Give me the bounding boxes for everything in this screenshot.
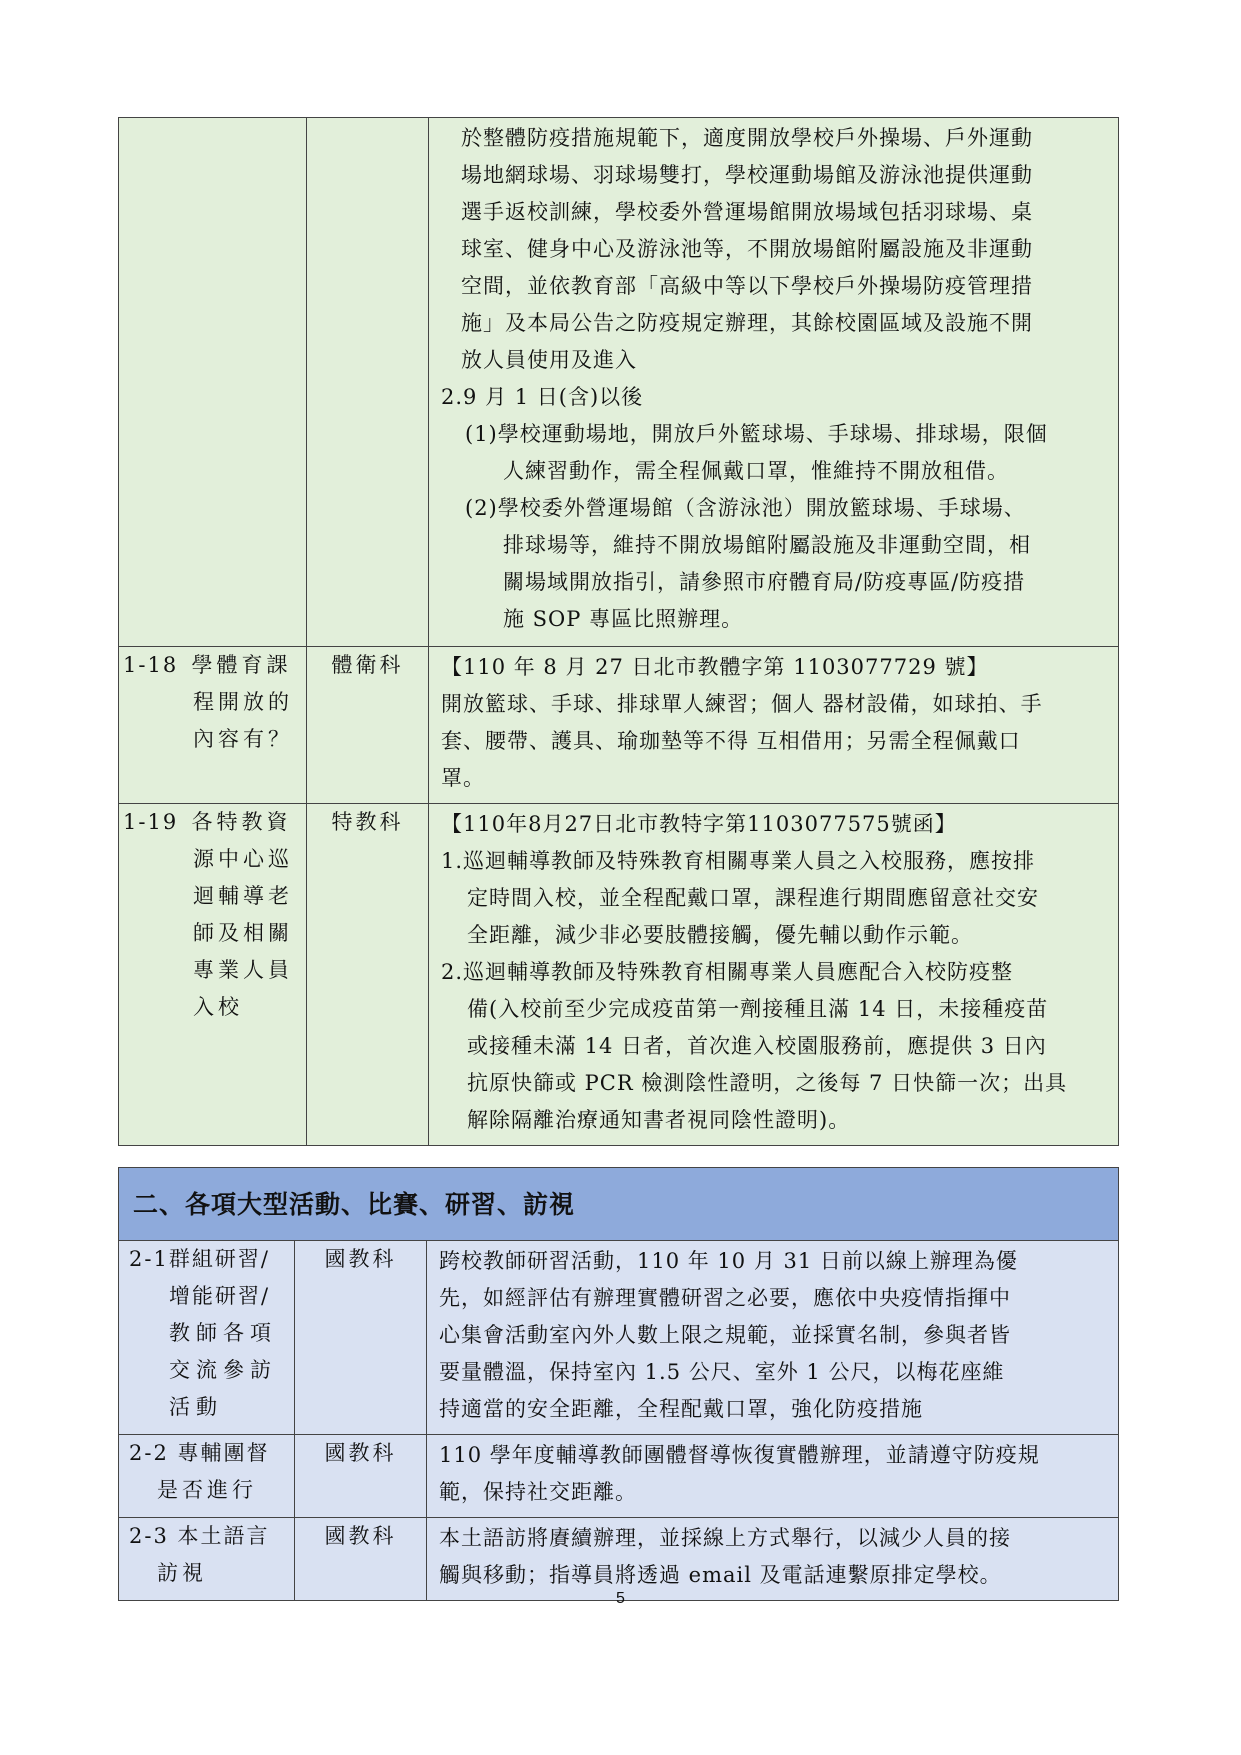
item-question-cont: 活動 bbox=[169, 1395, 223, 1419]
content-line: 空間，並依教育部「高級中等以下學校戶外操場防疫管理措 bbox=[461, 274, 1033, 298]
content-line: 要量體溫，保持室內 1.5 公尺、室外 1 公尺，以梅花座維 bbox=[439, 1360, 1005, 1384]
sub-item-2-cont: 關場域開放指引，請參照市府體育局/防疫專區/防疫措 bbox=[503, 570, 1026, 594]
content-line: 場地網球場、羽球場雙打，學校運動場館及游泳池提供運動 bbox=[461, 163, 1033, 187]
item-cell-empty bbox=[119, 118, 307, 647]
content-cell bbox=[429, 647, 1119, 804]
content-cell bbox=[427, 1241, 1119, 1435]
table-row-1-18 bbox=[119, 647, 1119, 804]
sub-item-2-cont: 排球場等，維持不開放場館附屬設施及非運動空間，相 bbox=[503, 533, 1031, 557]
content-cell bbox=[427, 1435, 1119, 1518]
point-2-cont: 解除隔離治療通知書者視同陰性證明)。 bbox=[467, 1108, 851, 1132]
sub-item-1-cont: 人練習動作，需全程佩戴口罩，惟維持不開放租借。 bbox=[503, 459, 1009, 483]
item-question-cont: 程開放的 bbox=[193, 690, 293, 714]
item-cell bbox=[119, 1518, 295, 1601]
sub-item-1: (1)學校運動場地，開放戶外籃球場、手球場、排球場，限個 bbox=[465, 422, 1048, 446]
item-question-cont: 內容有？ bbox=[193, 727, 293, 751]
item-2-title: 2.9 月 1 日(含)以後 bbox=[441, 385, 644, 409]
point-2-cont: 備(入校前至少完成疫苗第一劑接種且滿 14 日，未接種疫苗 bbox=[467, 997, 1049, 1021]
table-row-2-2 bbox=[119, 1435, 1119, 1518]
point-1: 1.巡迴輔導教師及特殊教育相關專業人員之入校服務，應按排 bbox=[441, 849, 1036, 873]
point-1-cont: 全距離，減少非必要肢體接觸，優先輔以動作示範。 bbox=[467, 923, 973, 947]
reference-doc: 【110 年 8 月 27 日北市教體字第 1103077729 號】 bbox=[441, 655, 989, 679]
reference-doc: 【110年8月27日北市教特字第1103077575號函】 bbox=[441, 812, 957, 836]
table-row-2-1 bbox=[119, 1241, 1119, 1435]
item-question-cont: 增能研習/ bbox=[169, 1284, 271, 1308]
item-id: 1-18 bbox=[123, 653, 179, 677]
section-header: 二、各項大型活動、比賽、研習、訪視 bbox=[119, 1168, 1119, 1241]
table-row-continued bbox=[119, 118, 1119, 647]
page-number: 5 bbox=[616, 1590, 625, 1607]
item-question-cont: 專業人員 bbox=[193, 958, 293, 982]
dept-cell: 體衛科 bbox=[307, 647, 429, 804]
content-cell bbox=[429, 118, 1119, 647]
item-id-question: 2-1群組研習/ bbox=[129, 1247, 270, 1271]
dept-cell: 國教科 bbox=[295, 1435, 427, 1518]
content-line: 球室、健身中心及游泳池等，不開放場館附屬設施及非運動 bbox=[461, 237, 1033, 261]
section-header-row bbox=[119, 1168, 1119, 1241]
item-question-cont: 源中心巡 bbox=[193, 847, 293, 871]
content-line: 選手返校訓練，學校委外營運場館開放場域包括羽球場、桌 bbox=[461, 200, 1033, 224]
item-question-cont: 入校 bbox=[193, 995, 243, 1019]
item-cell bbox=[119, 1241, 295, 1435]
item-question-cont: 交流參訪 bbox=[169, 1358, 277, 1382]
item-id-question: 2-3 本土語言 bbox=[129, 1524, 270, 1548]
covid-measures-table-1 bbox=[118, 117, 1119, 1146]
item-question-cont: 教師各項 bbox=[169, 1321, 277, 1345]
item-cell bbox=[119, 804, 307, 1146]
point-2-cont: 或接種未滿 14 日者，首次進入校園服務前，應提供 3 日內 bbox=[467, 1034, 1047, 1058]
item-cell bbox=[119, 1435, 295, 1518]
dept-cell: 國教科 bbox=[295, 1518, 427, 1601]
content-line: 於整體防疫措施規範下，適度開放學校戶外操場、戶外運動 bbox=[461, 126, 1033, 150]
content-cell bbox=[427, 1518, 1119, 1601]
dept-cell: 特教科 bbox=[307, 804, 429, 1146]
point-2: 2.巡迴輔導教師及特殊教育相關專業人員應配合入校防疫整 bbox=[441, 960, 1014, 984]
item-question-cont: 迴輔導老 bbox=[193, 884, 293, 908]
sub-item-2-cont: 施 SOP 專區比照辦理。 bbox=[503, 607, 744, 631]
item-cell bbox=[119, 647, 307, 804]
content-line: 範，保持社交距離。 bbox=[439, 1480, 637, 1504]
sub-item-2: (2)學校委外營運場館（含游泳池）開放籃球場、手球場、 bbox=[465, 496, 1026, 520]
table-row-1-19 bbox=[119, 804, 1119, 1146]
content-line: 持適當的安全距離，全程配戴口罩，強化防疫措施 bbox=[439, 1397, 923, 1421]
item-question: 各特教資 bbox=[191, 810, 292, 834]
content-line: 本土語訪將賡續辦理，並採線上方式舉行，以減少人員的接 bbox=[439, 1526, 1011, 1550]
content-cell bbox=[429, 804, 1119, 1146]
content-line: 心集會活動室內外人數上限之規範，並採實名制，參與者皆 bbox=[439, 1323, 1011, 1347]
point-1-cont: 定時間入校，並全程配戴口罩，課程進行期間應留意社交安 bbox=[467, 886, 1039, 910]
covid-measures-table-2 bbox=[118, 1167, 1119, 1601]
item-id: 1-19 bbox=[123, 810, 179, 834]
content-line: 先，如經評估有辦理實體研習之必要，應依中央疫情指揮中 bbox=[439, 1286, 1011, 1310]
content-line: 開放籃球、手球、排球單人練習；個人 器材設備，如球拍、手 bbox=[441, 692, 1043, 716]
content-line: 觸與移動；指導員將透過 email 及電話連繫原排定學校。 bbox=[439, 1563, 1002, 1587]
item-question: 學體育課 bbox=[191, 653, 292, 677]
dept-cell-empty bbox=[307, 118, 429, 647]
table-row-2-3 bbox=[119, 1518, 1119, 1601]
content-line: 罩。 bbox=[441, 766, 485, 790]
item-question-cont: 是否進行 bbox=[157, 1478, 257, 1502]
item-question-cont: 師及相關 bbox=[193, 921, 293, 945]
content-line: 跨校教師研習活動，110 年 10 月 31 日前以線上辦理為優 bbox=[439, 1249, 1018, 1273]
content-line: 套、腰帶、護具、瑜珈墊等不得 互相借用；另需全程佩戴口 bbox=[441, 729, 1021, 753]
point-2-cont: 抗原快篩或 PCR 檢測陰性證明，之後每 7 日快篩一次；出具 bbox=[467, 1071, 1068, 1095]
item-question-cont: 訪視 bbox=[157, 1561, 207, 1585]
dept-cell: 國教科 bbox=[295, 1241, 427, 1435]
content-line: 施」及本局公告之防疫規定辦理，其餘校園區域及設施不開 bbox=[461, 311, 1033, 335]
content-line: 110 學年度輔導教師團體督導恢復實體辦理，並請遵守防疫規 bbox=[439, 1443, 1040, 1467]
item-id-question: 2-2 專輔團督 bbox=[129, 1441, 270, 1465]
content-line: 放人員使用及進入 bbox=[461, 348, 637, 372]
